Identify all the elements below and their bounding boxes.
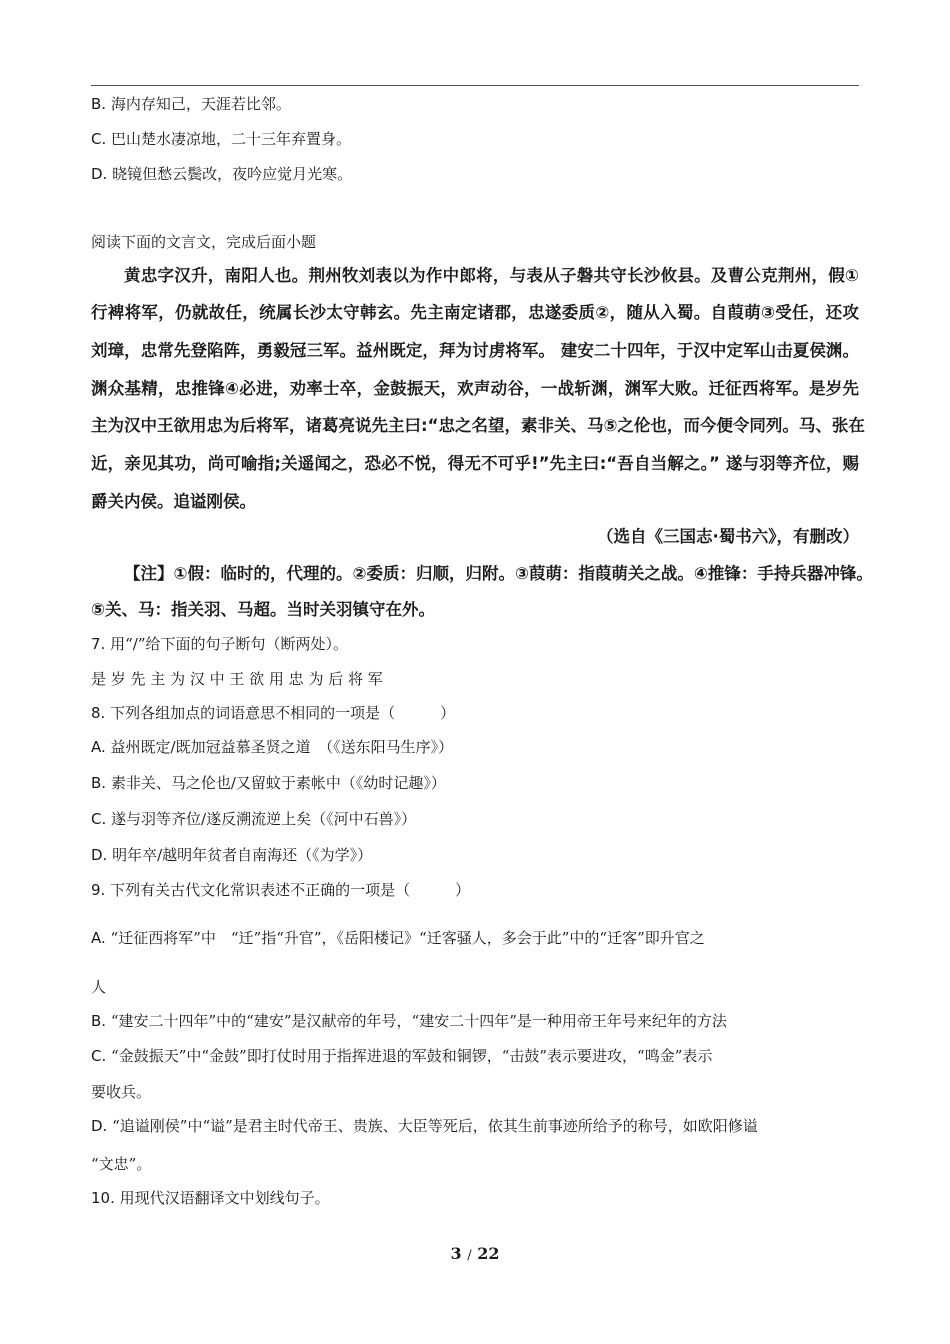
current-page: 3 bbox=[450, 1244, 462, 1263]
option-d-prev bbox=[91, 164, 352, 184]
option-text: “建安二十四年”中的“建安”是汉献帝的年号，“建安二十四年”是一种用帝王年号来纪年的方法 bbox=[110, 1012, 727, 1030]
option-text: “迁征西将军”中 “迁”指“升官”，《岳阳楼记》“迁客骚人，多会于此”中的“迁客”即升官之 bbox=[110, 929, 705, 947]
option-text: 巴山楚水凄凉地，二十三年弃置身。 bbox=[111, 130, 352, 148]
option-text: 素非关、马之伦也/又留蚊于素帐中（《幼时记趣》） bbox=[110, 774, 446, 792]
question-number: 10. bbox=[91, 1189, 115, 1207]
question-text: 用“/”给下面的句子断句（断两处）。 bbox=[110, 635, 348, 653]
question-10 bbox=[91, 1188, 330, 1208]
page-number bbox=[0, 1244, 950, 1263]
option-letter: D. bbox=[91, 1117, 108, 1135]
question-text: 用现代汉语翻译文中划线句子。 bbox=[119, 1189, 330, 1207]
header-rule bbox=[91, 85, 859, 86]
source-note: （选自《三国志·蜀书六》，有删改） bbox=[596, 527, 859, 546]
question-number: 7. bbox=[91, 635, 106, 653]
option-text: 明年卒/越明年贫者自南海还（《为学》） bbox=[112, 846, 373, 864]
question-text: 下列各组加点的词语意思不相同的一项是（ ） bbox=[110, 704, 456, 722]
option-text: 遂与羽等齐位/遂反溯流逆上矣（《河中石兽》） bbox=[111, 810, 417, 828]
q9-option-d bbox=[91, 1116, 758, 1136]
option-text: 晓镜但愁云鬓改，夜吟应觉月光寒。 bbox=[112, 165, 353, 183]
q9-option-c bbox=[91, 1046, 712, 1066]
option-letter: C. bbox=[91, 810, 107, 828]
passage-line-2: 行裨将军，仍就故任，统属长沙太守韩玄。先主南定诸郡，忠遂委质②，随从入蜀。自葭萌③受任，还攻 bbox=[91, 303, 859, 322]
q9-option-c-cont: 要收兵。 bbox=[91, 1083, 152, 1101]
q8-option-d bbox=[91, 845, 372, 865]
option-letter: B. bbox=[91, 95, 107, 113]
option-letter: C. bbox=[91, 1047, 107, 1065]
notes-line-2: ⑤关、马：指关羽、马超。当时关羽镇守在外。 bbox=[91, 600, 435, 619]
q7-sentence: 是 岁 先 主 为 汉 中 王 欲 用 忠 为 后 将 军 bbox=[91, 670, 383, 688]
option-letter: D. bbox=[91, 846, 108, 864]
option-letter: C. bbox=[91, 130, 107, 148]
option-text: 益州既定/既加冠益慕圣贤之道 （《送东阳马生序》） bbox=[110, 738, 454, 756]
option-letter: B. bbox=[91, 774, 107, 792]
question-number: 8. bbox=[91, 704, 106, 722]
q9-option-a bbox=[91, 928, 859, 948]
option-text: “金鼓振天”中“金鼓”即打仗时用于指挥进退的军鼓和铜锣，“击鼓”表示要进攻，“鸣金”表示 bbox=[111, 1047, 713, 1065]
option-letter: A. bbox=[91, 738, 106, 756]
question-7 bbox=[91, 634, 348, 654]
passage-line-4: 渊众基精，忠推锋④必进，劝率士卒，金鼓振天，欢声动谷，一战斩渊，渊军大败。迁征西将军。是岁先 bbox=[91, 379, 859, 398]
q8-option-c bbox=[91, 809, 416, 829]
q9-option-d-cont: “文忠”。 bbox=[91, 1155, 152, 1173]
question-9 bbox=[91, 880, 470, 900]
option-b-prev bbox=[91, 94, 291, 114]
q9-option-a-cont: 人 bbox=[91, 978, 107, 996]
passage-line-5: 主为汉中王欲用忠为后将军，诸葛亮说先主曰:“忠之名望，素非关、马⑤之伦也，而今便令同列。马、张在 bbox=[91, 416, 865, 435]
notes-line-1: 【注】①假：临时的，代理的。②委质：归顺，归附。③葭萌：指葭萌关之战。④推锋：手持兵器冲锋。 bbox=[124, 564, 873, 583]
question-8 bbox=[91, 703, 455, 723]
option-letter: D. bbox=[91, 165, 108, 183]
section-intro: 阅读下面的文言文，完成后面小题 bbox=[91, 233, 317, 251]
q9-option-b bbox=[91, 1011, 727, 1031]
passage-line-7: 爵关内侯。追谥刚侯。 bbox=[91, 492, 256, 511]
question-number: 9. bbox=[91, 881, 106, 899]
passage-line-3: 刘璋，忠常先登陷阵，勇毅冠三军。益州既定，拜为讨虏将军。 建安二十四年，于汉中定军山击夏侯渊。 bbox=[91, 341, 859, 360]
option-letter: B. bbox=[91, 1012, 107, 1030]
option-text: “追谥刚侯”中“谥”是君主时代帝王、贵族、大臣等死后，依其生前事迹所给予的称号，如欧阳修谥 bbox=[112, 1117, 758, 1135]
question-text: 下列有关古代文化常识表述不正确的一项是（ ） bbox=[110, 881, 471, 899]
option-text: 海内存知己，天涯若比邻。 bbox=[110, 95, 291, 113]
option-c-prev bbox=[91, 129, 351, 149]
passage-line-6: 近，亲见其功，尚可喻指;关遥闻之，恐必不悦，得无不可乎!”先主曰:“吾自当解之。” 遂与羽等齐位，赐 bbox=[91, 454, 859, 473]
passage-line-1: 黄忠字汉升，南阳人也。荆州牧刘表以为作中郎将，与表从子磐共守长沙攸县。及曹公克荆州，假① bbox=[124, 266, 859, 285]
q8-option-a bbox=[91, 737, 453, 757]
q8-option-b bbox=[91, 773, 446, 793]
total-pages: 22 bbox=[477, 1244, 500, 1263]
page-separator: / bbox=[467, 1248, 472, 1263]
option-letter: A. bbox=[91, 929, 106, 947]
